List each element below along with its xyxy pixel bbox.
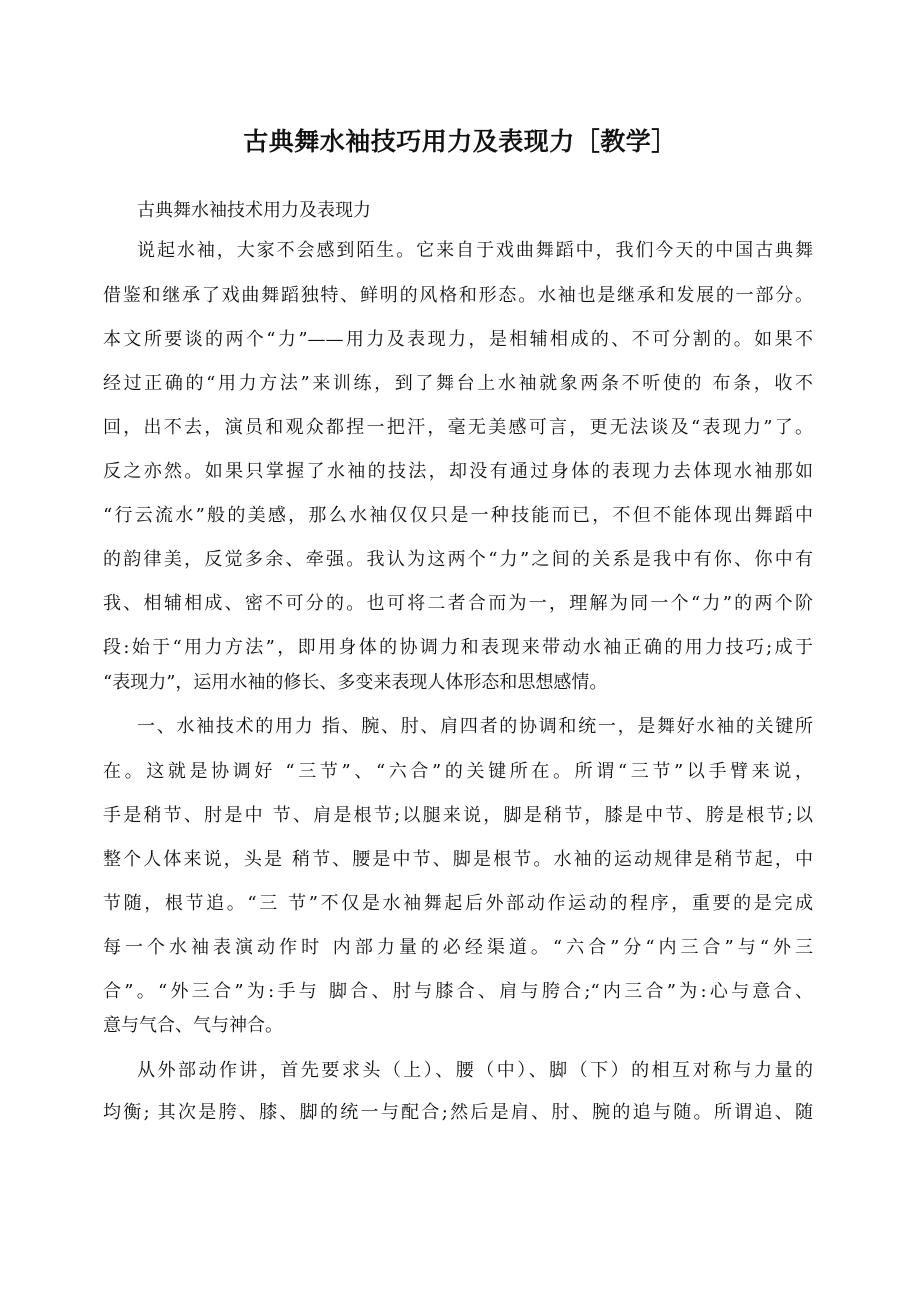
- paragraph-line: 手是稍节、肘是中 节、肩是根节;以腿来说，脚是稍节，膝是中节、胯是根节;以: [103, 805, 813, 826]
- paragraph-line: 借鉴和继承了戏曲舞蹈独特、鲜明的风格和形态。水袖也是继承和发展的一部分。: [103, 285, 813, 306]
- paragraph-line: 合”。“外三合”为:手与 脚合、肘与膝合、肩与胯合;“内三合”为:心与意合、: [103, 981, 813, 1002]
- document-title: 古典舞水袖技巧用力及表现力［教学］: [243, 127, 677, 156]
- paragraph-line: “行云流水”般的美感，那么水袖仅仅只是一种技能而已，不但不能体现出舞蹈中: [103, 505, 813, 526]
- paragraph-line: 回，出不去，演员和观众都捏一把汗，毫无美感可言，更无法谈及“表现力”了。: [103, 417, 813, 438]
- paragraph-line: 段:始于“用力方法”，即用身体的协调力和表现来带动水袖正确的用力技巧;成于: [103, 637, 813, 658]
- paragraph-line: 本文所要谈的两个“力”——用力及表现力，是相辅相成的、不可分割的。如果不: [103, 329, 813, 350]
- paragraph-line: “表现力”，运用水袖的修长、多变来表现人体形态和思想感情。: [103, 672, 608, 693]
- paragraph-line: 的韵律美，反觉多余、牵强。我认为这两个“力”之间的关系是我中有你、你中有: [103, 549, 813, 570]
- paragraph-line: 反之亦然。如果只掌握了水袖的技法，却没有通过身体的表现力去体现水袖那如: [103, 461, 813, 482]
- paragraph-line: 整个人体来说，头是 稍节、腰是中节、脚是根节。水袖的运动规律是稍节起，中: [103, 849, 813, 870]
- paragraph-line: 均衡; 其次是胯、膝、脚的统一与配合;然后是肩、肘、腕的追与随。所谓追、随: [103, 1102, 813, 1123]
- paragraph-line: 意与气合、气与神合。: [103, 1015, 283, 1036]
- paragraph-line: 说起水袖，大家不会感到陌生。它来自于戏曲舞蹈中，我们今天的中国古典舞: [137, 240, 813, 261]
- document-subtitle: 古典舞水袖技术用力及表现力: [137, 200, 371, 221]
- paragraph-line: 一、水袖技术的用力 指、腕、肘、肩四者的协调和统一，是舞好水袖的关键所: [137, 716, 813, 737]
- paragraph-line: 在。这就是协调好 “三节”、“六合”的关键所在。所谓“三节”以手臂来说，: [103, 761, 813, 782]
- paragraph-line: 节随，根节追。“三 节”不仅是水袖舞起后外部动作运动的程序，重要的是完成: [103, 893, 813, 914]
- paragraph-line: 每一个水袖表演动作时 内部力量的必经渠道。“六合”分“内三合”与“外三: [103, 937, 813, 958]
- paragraph-line: 从外部动作讲，首先要求头（上）、腰（中）、脚（下）的相互对称与力量的: [137, 1060, 813, 1081]
- paragraph-line: 经过正确的“用力方法”来训练，到了舞台上水袖就象两条不听使的 布条，收不: [103, 373, 813, 394]
- paragraph-line: 我、相辅相成、密不可分的。也可将二者合而为一，理解为同一个“力”的两个阶: [103, 593, 813, 614]
